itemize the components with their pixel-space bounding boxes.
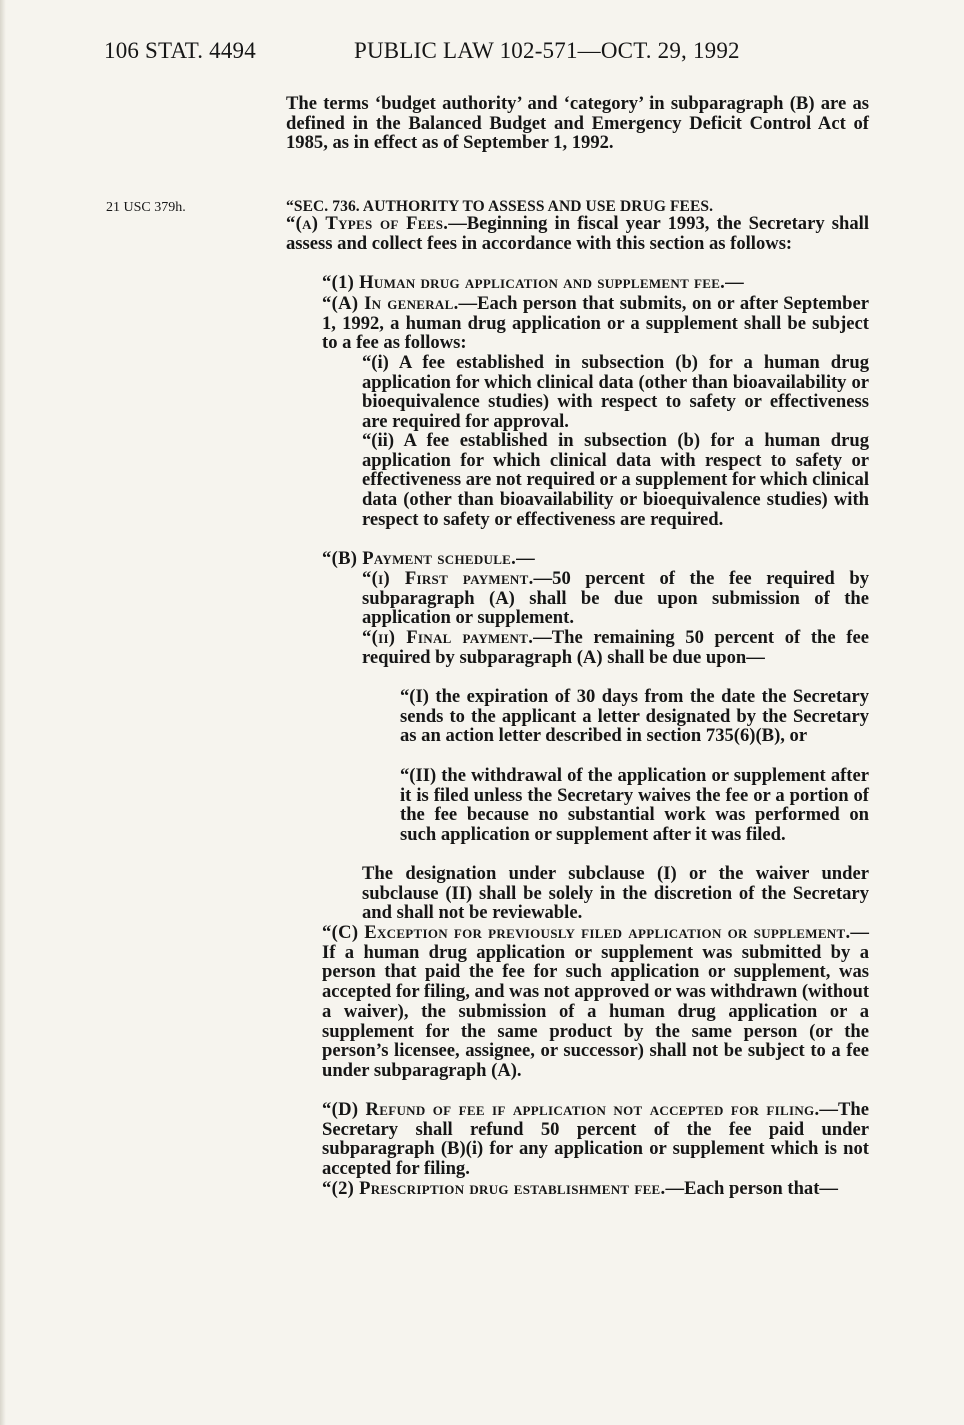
exception-text: —If a human drug application or supplement was submitted by a person that paid the fee for such application or supplement, was accepted for filing, and was not approved or was withdrawn (without a waiver), the submission of a human drug application or a supplement for the same product by the same person (or the person’s licensee, assignee, or successor) shall not be subject to a fee under subparagraph (A). (322, 922, 870, 1081)
final-payment-text: —The remaining 50 percent of the fee required by subparagraph (A) shall be due upon— (362, 627, 869, 668)
paragraph-establishment-fee (286, 1179, 869, 1199)
types-of-fees-heading: “(a) Types of Fees. (286, 213, 449, 234)
refund-heading: “(D) Refund of fee if application not accepted for filing. (322, 1099, 820, 1120)
section-heading: “SEC. 736. AUTHORITY TO ASSESS AND USE DRUG FEES. (286, 198, 714, 215)
paragraph-human-drug-fee-heading (322, 273, 869, 293)
first-payment-text: —50 percent of the fee required by subparagraph (A) shall be due upon submission of the application or supplement. (362, 568, 869, 629)
page-header (104, 38, 864, 74)
subclause-ii-withdrawal: “(II) the withdrawal of the application or supplement after it is filed unless the Secretary waives the fee or a portion of the fee because no substantial work was performed on such application or supplement after it was filed. (400, 765, 869, 846)
paragraph-types-of-fees (286, 214, 869, 253)
clause-i-fee-with-clinical-data: “(i) A fee established in subsection (b) for a human drug application for which clinical data (other than bioavailability or bioequivalence studies) with respect to safety or effectiveness are required for approval. (362, 352, 869, 433)
statute-page-reference: 106 STAT. 4494 (104, 38, 256, 63)
paragraph-in-general (322, 294, 869, 353)
first-payment-heading: “(i) First payment. (362, 568, 534, 589)
in-general-text: —Each person that submits, on or after September 1, 1992, a human drug application or a supplement shall be subject to a fee as follows: (322, 293, 869, 354)
public-law-title: PUBLIC LAW 102-571—OCT. 29, 1992 (354, 38, 740, 63)
paragraph-final-payment (362, 628, 869, 667)
exception-heading: “(C) Exception for previously filed application or supplement. (322, 922, 851, 943)
establishment-fee-text: —Each person that— (665, 1178, 839, 1199)
definition-paragraph: The terms ‘budget authority’ and ‘category’ in subparagraph (B) are as defined in the Balanced Budget and Emergency Deficit Control Act of 1985, as in effect as of September 1, 1992. (286, 93, 869, 154)
paragraph-first-payment (362, 569, 869, 628)
paragraph-refund (322, 1100, 869, 1179)
final-payment-heading: “(ii) Final payment. (362, 627, 534, 648)
paragraph-designation-discretion: The designation under subclause (I) or the waiver under subclause (II) shall be solely in the discretion of the Secretary and shall not be reviewable. (362, 863, 869, 924)
human-drug-fee-dash: — (725, 272, 744, 293)
paragraph-payment-schedule (322, 549, 869, 569)
payment-schedule-dash: — (516, 548, 535, 569)
human-drug-fee-heading: “(1) Human drug application and supplement fee. (322, 272, 726, 293)
types-of-fees-text: —Beginning in fiscal year 1993, the Secretary shall assess and collect fees in accordance with this section as follows: (286, 213, 869, 254)
refund-text: —The Secretary shall refund 50 percent of the fee paid under subparagraph (B)(i) for any application or supplement which is not accepted for filing. (322, 1099, 869, 1180)
paragraph-exception (322, 923, 869, 1081)
payment-schedule-heading: “(B) Payment schedule. (322, 548, 517, 569)
establishment-fee-heading: “(2) Prescription drug establishment fee. (322, 1178, 666, 1199)
usc-margin-note: 21 USC 379h. (106, 200, 186, 215)
scan-edge-shadow (0, 0, 6, 1425)
clause-ii-fee-without-clinical-data: “(ii) A fee established in subsection (b) for a human drug application for which clinical data with respect to safety or effectiveness are not required or a supplement for which clinical data (other than bioavailability or bioequivalence studies) with respect to safety or effectiveness are required. (362, 430, 869, 530)
subclause-i-expiration: “(I) the expiration of 30 days from the date the Secretary sends to the applicant a letter designated by the Secretary as an action letter described in section 735(6)(B), or (400, 686, 869, 747)
in-general-heading: “(A) In general. (322, 293, 459, 314)
